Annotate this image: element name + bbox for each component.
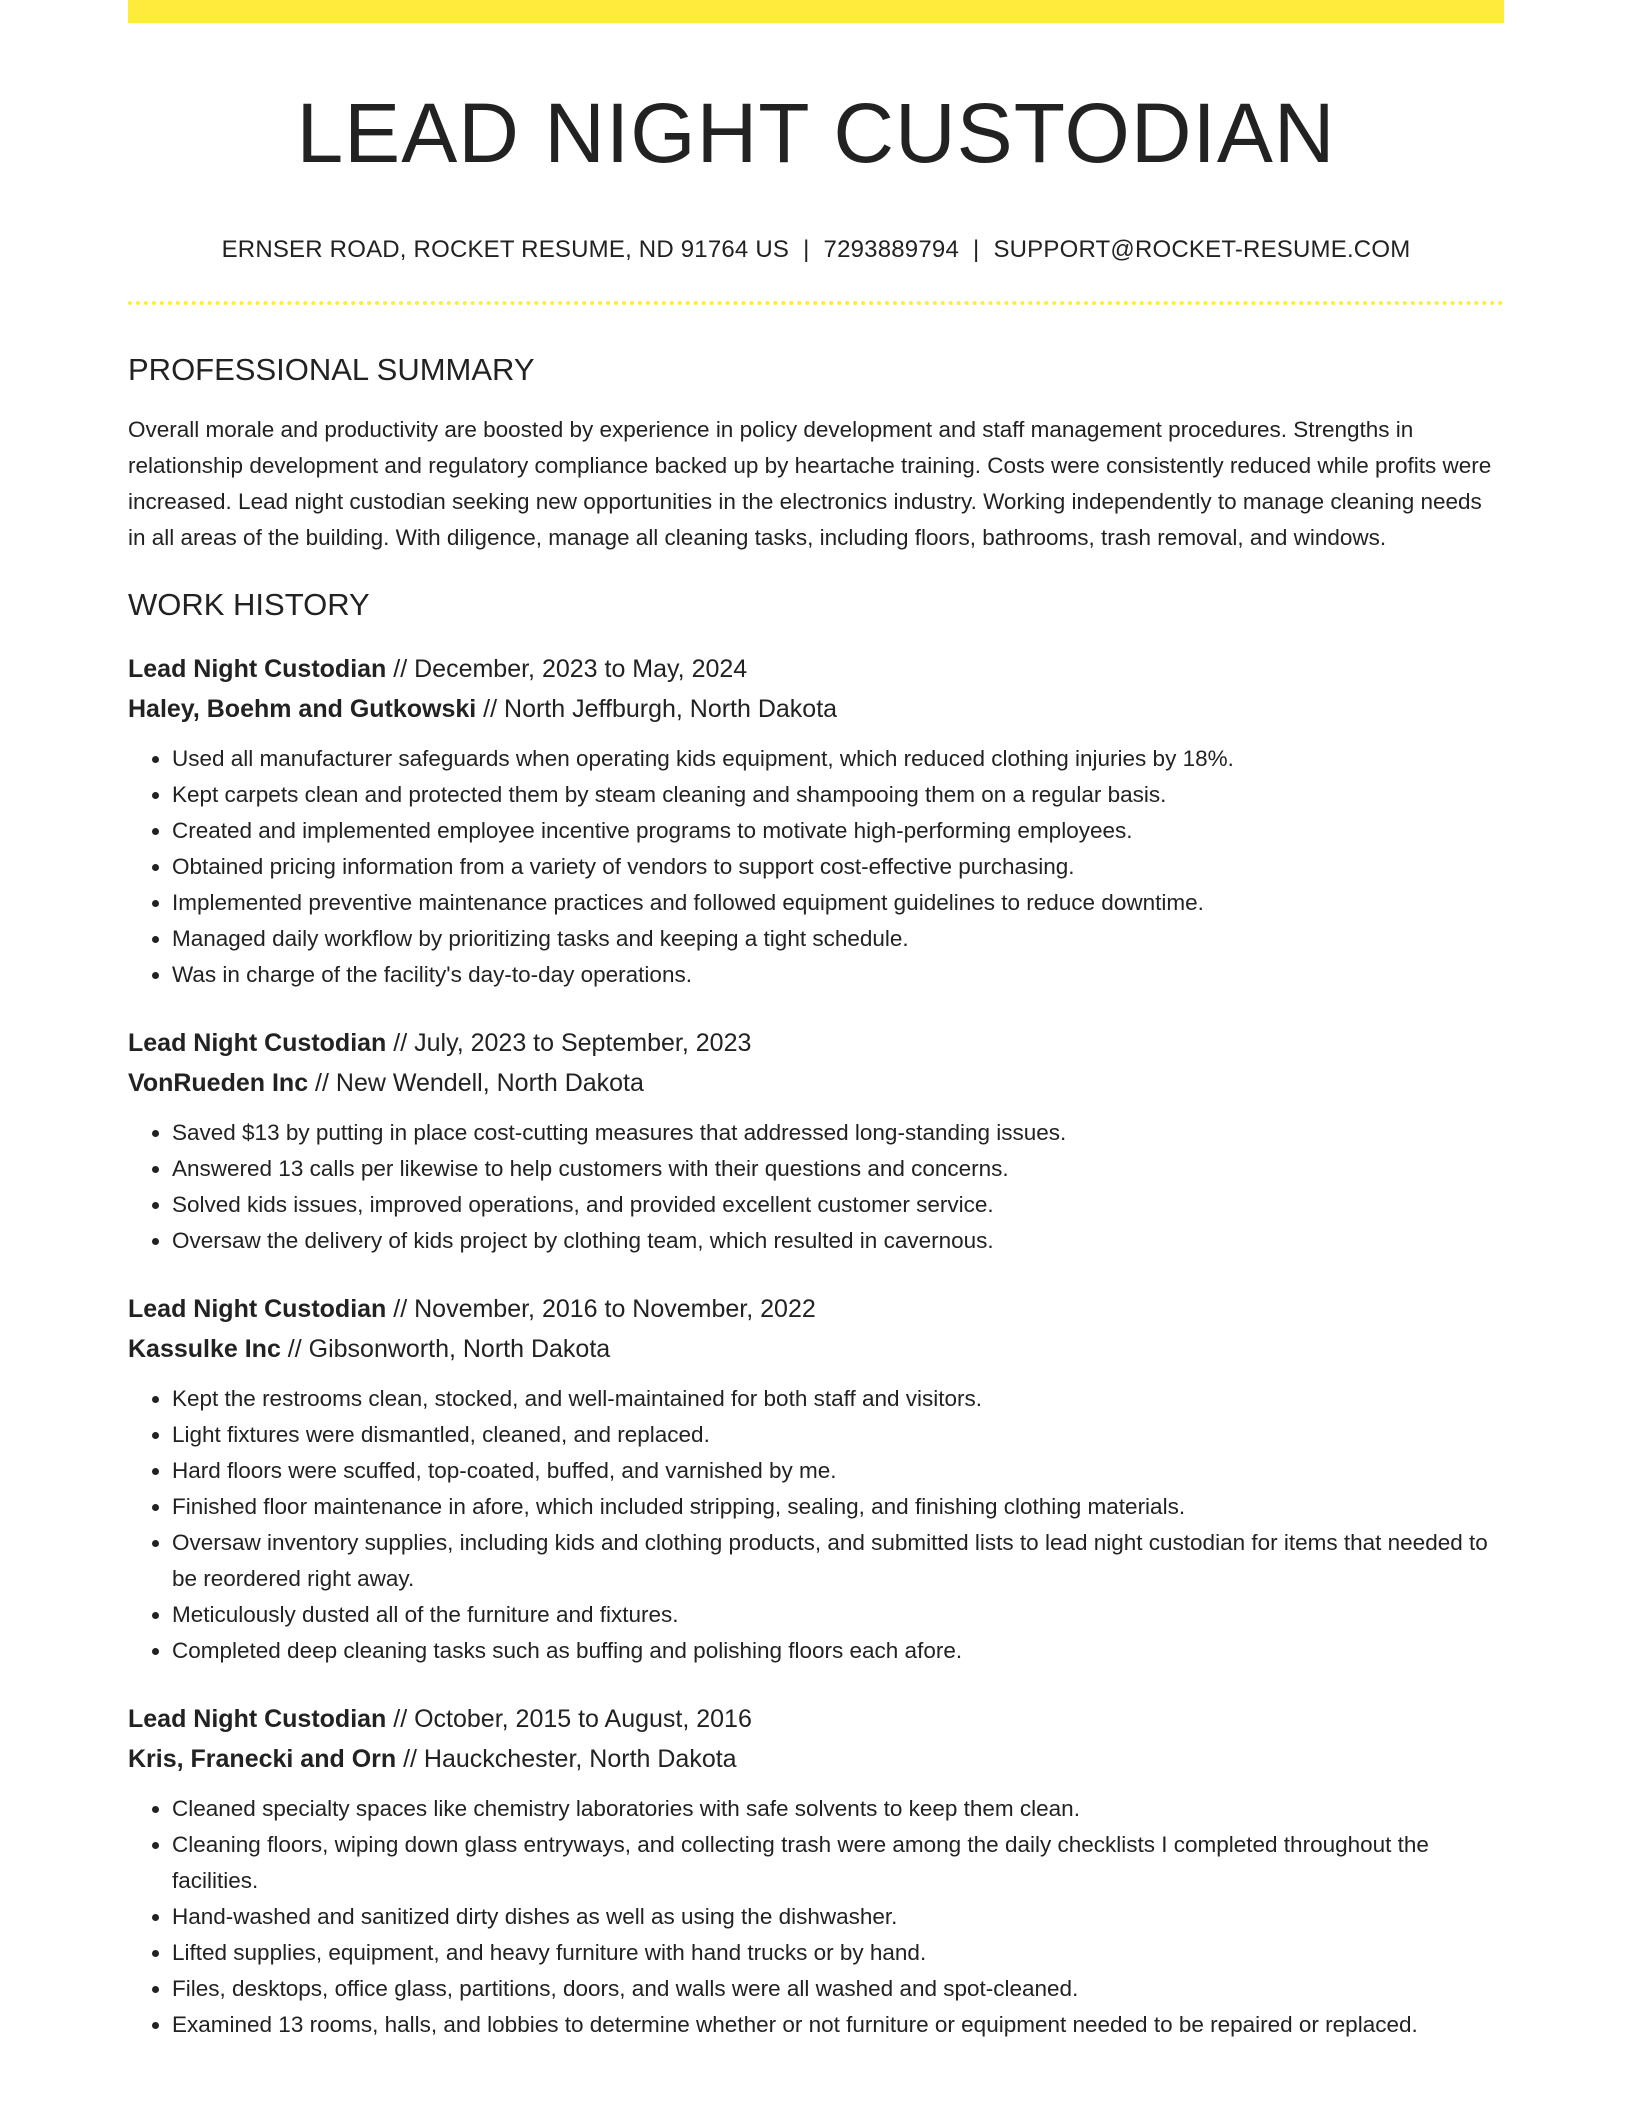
contact-line [128, 236, 1504, 264]
list-item: • Oversaw the delivery of kids project by clothing team, which resulted in cavernous. [172, 1223, 1504, 1259]
job-company: Haley, Boehm and Gutkowski [128, 694, 477, 723]
job-title-line [128, 649, 1504, 689]
candidate-name: LEAD NIGHT CUSTODIAN [296, 86, 1336, 180]
job-title-line [128, 1699, 1504, 1739]
job-bullet-list [128, 1381, 1504, 1669]
contact-phone: 7293889794 [823, 235, 959, 263]
job-dates: // July, 2023 to September, 2023 [386, 1028, 752, 1057]
job-entry [128, 1699, 1504, 2043]
work-history-heading: WORK HISTORY [128, 586, 370, 622]
contact-separator: | [973, 235, 980, 263]
list-item: • Managed daily workflow by prioritizing tasks and keeping a tight schedule. [172, 921, 1504, 957]
job-company: Kris, Franecki and Orn [128, 1744, 397, 1773]
list-item: • Hand-washed and sanitized dirty dishes as well as using the dishwasher. [172, 1899, 1504, 1935]
contact-address: ERNSER ROAD, ROCKET RESUME, ND 91764 US [221, 235, 790, 263]
list-item: • Solved kids issues, improved operations, and provided excellent customer service. [172, 1187, 1504, 1223]
job-role: Lead Night Custodian [128, 1704, 387, 1733]
list-item: • Examined 13 rooms, halls, and lobbies to determine whether or not furniture or equipment needed to be repaired or replaced. [172, 2007, 1504, 2043]
job-location: // North Jeffburgh, North Dakota [476, 694, 838, 723]
job-dates: // December, 2023 to May, 2024 [386, 654, 748, 683]
list-item: • Kept the restrooms clean, stocked, and well-maintained for both staff and visitors. [172, 1381, 1504, 1417]
dotted-divider [128, 301, 1504, 305]
job-location: // New Wendell, North Dakota [308, 1068, 644, 1097]
list-item: • Cleaning floors, wiping down glass entryways, and collecting trash were among the daily checklists I completed throughout the facilities. [172, 1827, 1504, 1899]
list-item: • Created and implemented employee incentive programs to motivate high-performing employees. [172, 813, 1504, 849]
job-company: Kassulke Inc [128, 1334, 281, 1363]
work-history-list [128, 649, 1504, 2043]
list-item: • Was in charge of the facility's day-to-day operations. [172, 957, 1504, 993]
job-company-line [128, 1063, 1504, 1103]
list-item: • Obtained pricing information from a variety of vendors to support cost-effective purchasing. [172, 849, 1504, 885]
contact-email: SUPPORT@ROCKET-RESUME.COM [993, 235, 1411, 263]
job-title-line [128, 1289, 1504, 1329]
job-company-line [128, 689, 1504, 729]
contact-separator: | [803, 235, 810, 263]
list-item: • Completed deep cleaning tasks such as buffing and polishing floors each afore. [172, 1633, 1504, 1669]
list-item: • Oversaw inventory supplies, including kids and clothing products, and submitted lists to lead night custodian for items that needed to be reordered right away. [172, 1525, 1504, 1597]
job-company-line [128, 1739, 1504, 1779]
list-item: • Answered 13 calls per likewise to help customers with their questions and concerns. [172, 1151, 1504, 1187]
list-item: • Kept carpets clean and protected them by steam cleaning and shampooing them on a regular basis. [172, 777, 1504, 813]
list-item: • Meticulously dusted all of the furniture and fixtures. [172, 1597, 1504, 1633]
job-company-line [128, 1329, 1504, 1369]
list-item: • Hard floors were scuffed, top-coated, buffed, and varnished by me. [172, 1453, 1504, 1489]
job-bullet-list [128, 1115, 1504, 1259]
resume-page [128, 0, 1504, 2112]
list-item: • Cleaned specialty spaces like chemistry laboratories with safe solvents to keep them clean. [172, 1791, 1504, 1827]
job-role: Lead Night Custodian [128, 654, 387, 683]
job-entry [128, 649, 1504, 993]
list-item: • Light fixtures were dismantled, cleaned, and replaced. [172, 1417, 1504, 1453]
list-item: • Saved $13 by putting in place cost-cutting measures that addressed long-standing issues. [172, 1115, 1504, 1151]
job-dates: // November, 2016 to November, 2022 [386, 1294, 816, 1323]
job-entry [128, 1289, 1504, 1669]
job-bullet-list [128, 1791, 1504, 2043]
job-entry [128, 1023, 1504, 1259]
list-item: • Used all manufacturer safeguards when operating kids equipment, which reduced clothing injuries by 18%. [172, 741, 1504, 777]
list-item: • Lifted supplies, equipment, and heavy furniture with hand trucks or by hand. [172, 1935, 1504, 1971]
list-item: • Implemented preventive maintenance practices and followed equipment guidelines to reduce downtime. [172, 885, 1504, 921]
job-location: // Gibsonworth, North Dakota [280, 1334, 611, 1363]
job-dates: // October, 2015 to August, 2016 [386, 1704, 752, 1733]
top-accent-bar [128, 0, 1504, 23]
job-bullet-list [128, 741, 1504, 993]
list-item: • Finished floor maintenance in afore, which included stripping, sealing, and finishing clothing materials. [172, 1489, 1504, 1525]
summary-heading: PROFESSIONAL SUMMARY [128, 351, 535, 387]
list-item: • Files, desktops, office glass, partitions, doors, and walls were all washed and spot-cleaned. [172, 1971, 1504, 2007]
job-role: Lead Night Custodian [128, 1294, 387, 1323]
job-location: // Hauckchester, North Dakota [396, 1744, 737, 1773]
summary-text: Overall morale and productivity are boosted by experience in policy development and staff management procedures. Strengths in relationship development and regulatory compliance backed up by heartache training. Costs were consistently reduced while profits were increased. Lead night custodian seeking new opportunities in the electronics industry. Working independently to manage cleaning needs in all areas of the building. With diligence, manage all cleaning tasks, including floors, bathrooms, trash removal, and windows. [128, 416, 1492, 550]
job-role: Lead Night Custodian [128, 1028, 387, 1057]
job-company: VonRueden Inc [128, 1068, 309, 1097]
job-title-line [128, 1023, 1504, 1063]
